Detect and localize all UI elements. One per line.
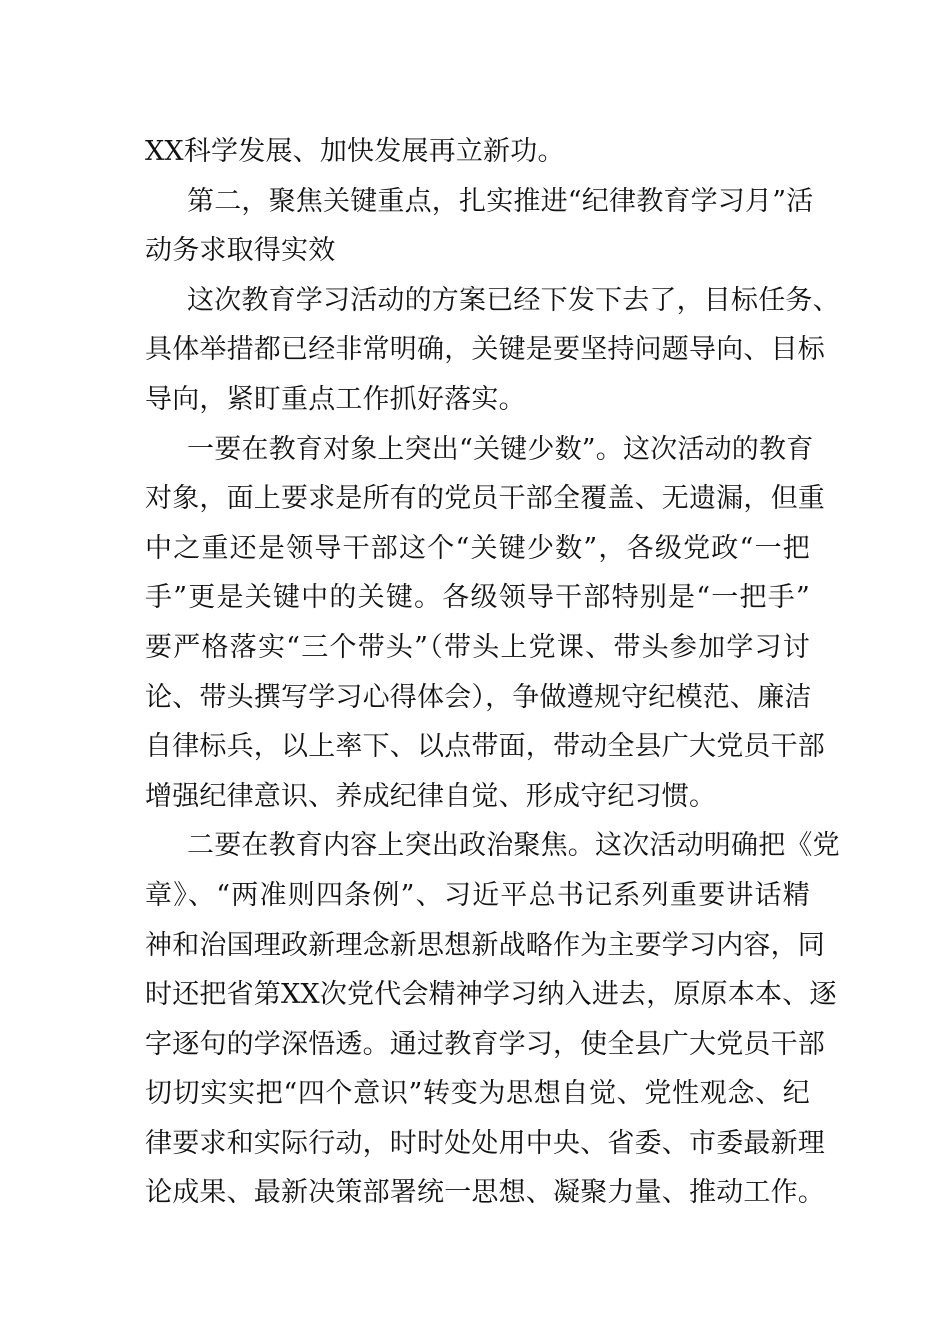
text-line: 律要求和实际行动，时时处处用中央、省委、市委最新理: [145, 1127, 825, 1159]
text-line: XX科学发展、加快发展再立新功。: [145, 136, 565, 167]
text-line: 二要在教育内容上突出政治聚焦。这次活动明确把《党: [187, 830, 840, 862]
text-line: 神和治国理政新理念新思想新战略作为主要学习内容，同: [145, 929, 825, 961]
text-line: 要严格落实“三个带头”（带头上党课、带头参加学习讨: [145, 631, 810, 663]
text-line: 一要在教育对象上突出“关键少数”。这次活动的教育: [187, 433, 814, 465]
text-line: 时还把省第XX次党代会精神学习纳入进去，原原本本、逐: [145, 979, 837, 1011]
section-heading-line: 第二，聚焦关键重点，扎实推进“纪律教育学习月”活: [187, 185, 814, 217]
text-line: 手”更是关键中的关键。各级领导干部特别是“一把手”: [145, 582, 810, 614]
text-line: 对象，面上要求是所有的党员干部全覆盖、无遗漏，但重: [145, 483, 825, 515]
document-body: [145, 127, 840, 1218]
section-heading-line: 动务求取得实效: [145, 235, 336, 267]
text-line: 自律标兵，以上率下、以点带面，带动全县广大党员干部: [145, 731, 825, 763]
text-line: 论成果、最新决策部署统一思想、凝聚力量、推动工作。: [145, 1177, 825, 1209]
text-line: 中之重还是领导干部这个“关键少数”，各级党政“一把: [145, 532, 810, 564]
text-line: 导向，紧盯重点工作抓好落实。: [145, 383, 526, 415]
text-line: 论、带头撰写学习心得体会），争做遵规守纪模范、廉洁: [145, 681, 812, 713]
text-line: 字逐句的学深悟透。通过教育学习，使全县广大党员干部: [145, 1028, 825, 1060]
text-line: 这次教育学习活动的方案已经下发下去了，目标任务、: [187, 284, 840, 316]
text-line: 章》、“两准则四条例”、习近平总书记系列重要讲话精: [145, 879, 810, 911]
text-line: 具体举措都已经非常明确，关键是要坚持问题导向、目标: [145, 334, 825, 366]
text-line: 切切实实把“四个意识”转变为思想自觉、党性观念、纪: [145, 1078, 810, 1110]
text-line: 增强纪律意识、养成纪律自觉、形成守纪习惯。: [145, 780, 717, 812]
